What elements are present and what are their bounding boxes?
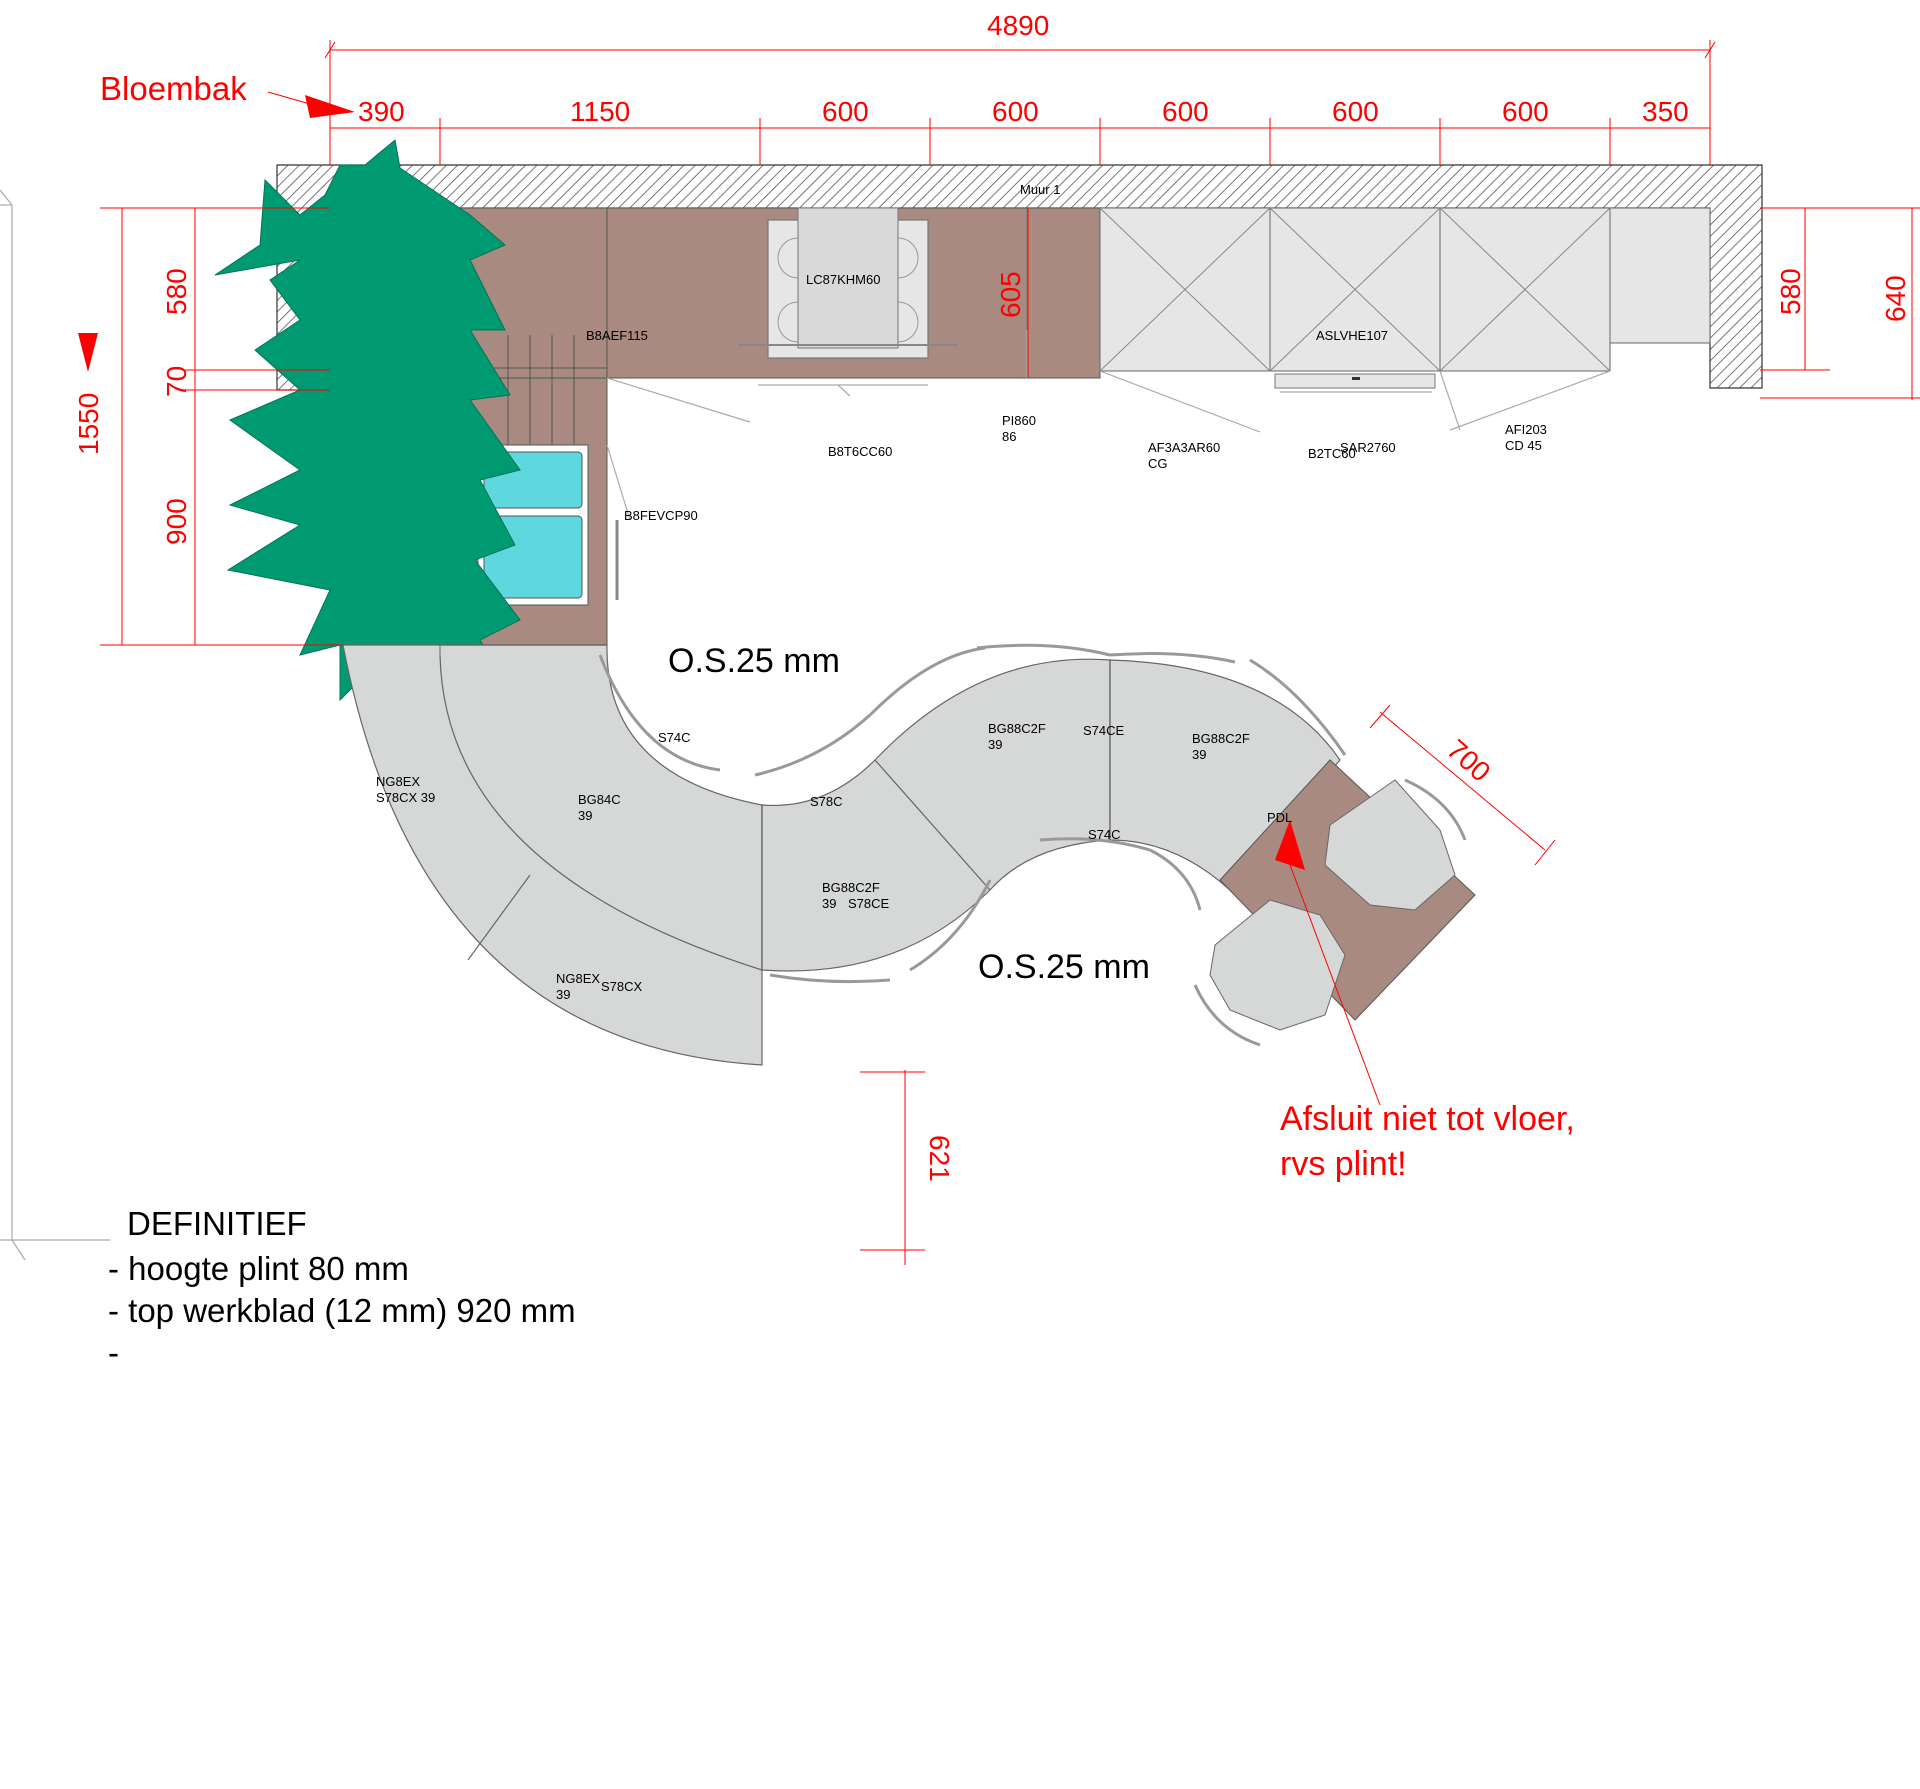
code-pi860-2: 86	[1002, 429, 1017, 444]
dim-diag-700: 700	[1440, 733, 1497, 788]
notes-title: DEFINITIEF	[127, 1205, 307, 1242]
dim-left-900: 900	[161, 498, 192, 545]
code-bg88c2f-a: BG88C2F	[988, 721, 1046, 736]
code-ng8ex-b: NG8EX	[556, 971, 601, 986]
code-s78cx: S78CX	[601, 979, 643, 994]
code-bg88c2f-a-2: 39	[988, 737, 1003, 752]
dim-seg-5: 600	[1162, 96, 1209, 127]
code-bg88c2f-b: BG88C2F	[1192, 731, 1250, 746]
dim-inner-605: 605	[995, 271, 1026, 318]
code-sar2760: SAR2760	[1340, 440, 1396, 455]
tall-cabinets	[1100, 208, 1710, 388]
code-s74ce: S74CE	[1083, 723, 1125, 738]
left-arrow-icon	[78, 333, 98, 372]
code-ng8ex-b-2: 39	[556, 987, 571, 1002]
annotation-line-1: Afsluit niet tot vloer,	[1280, 1100, 1575, 1138]
code-afi203-2: CD 45	[1505, 438, 1542, 453]
plant-bloembak	[215, 140, 520, 720]
dim-seg-6: 600	[1332, 96, 1379, 127]
dim-left-total: 1550	[73, 392, 104, 455]
code-ng8ex-2: S78CX 39	[376, 790, 436, 805]
dim-left-580: 580	[161, 268, 192, 315]
dim-seg-3: 600	[822, 96, 869, 127]
code-s74c-b: S74C	[1088, 827, 1121, 842]
code-s78ce: S78CE	[848, 896, 890, 911]
annotation-line-2: rvs plint!	[1280, 1145, 1407, 1183]
notes	[108, 1205, 576, 1371]
code-s74c: S74C	[658, 730, 691, 745]
code-afi203: AFI203	[1505, 422, 1547, 437]
wall-label: Muur 1	[1020, 182, 1061, 197]
notes-line-3: -	[108, 1334, 119, 1371]
code-b2tc60: B2TC60	[1308, 446, 1356, 461]
os-label-bottom: O.S.25 mm	[978, 948, 1150, 986]
code-b8aef115: B8AEF115	[586, 328, 648, 343]
code-bg84c-2: 39	[578, 808, 593, 823]
code-lc87khm60: LC87KHM60	[806, 272, 881, 287]
curved-island	[343, 645, 1340, 1065]
code-b8fevcp90: B8FEVCP90	[624, 508, 698, 523]
dim-seg-1: 390	[358, 96, 405, 127]
dim-seg-8: 350	[1642, 96, 1689, 127]
code-s78c: S78C	[810, 794, 843, 809]
code-bg84c: BG84C	[578, 792, 621, 807]
hob-lc87khm60	[738, 208, 958, 358]
code-af3a3ar60: AF3A3AR60	[1148, 440, 1221, 455]
dim-right-640: 640	[1880, 275, 1911, 322]
code-bg88c2f-c-2: 39	[822, 896, 837, 911]
dim-seg-4: 600	[992, 96, 1039, 127]
code-bg88c2f-b-2: 39	[1192, 747, 1207, 762]
dim-seg-7: 600	[1502, 96, 1549, 127]
code-pdl: PDL	[1267, 810, 1293, 825]
code-ng8ex: NG8EX	[376, 774, 421, 789]
dim-seg-2: 1150	[570, 96, 631, 127]
dim-right-580: 580	[1775, 268, 1806, 315]
code-af3a3ar60-2: CG	[1148, 456, 1168, 471]
dim-bottom-621: 621	[924, 1135, 955, 1182]
notes-line-1: - hoogte plint 80 mm	[108, 1250, 409, 1287]
code-aslvhe107: ASLVHE107	[1316, 328, 1389, 343]
dim-total: 4890	[987, 10, 1050, 41]
code-bg88c2f-c: BG88C2F	[822, 880, 880, 895]
code-pi860: PI860	[1002, 413, 1036, 428]
label-bloembak: Bloembak	[100, 70, 247, 107]
code-b8t6cc60: B8T6CC60	[828, 444, 893, 459]
dim-left-70: 70	[161, 365, 192, 397]
notes-line-2: - top werkblad (12 mm) 920 mm	[108, 1292, 576, 1329]
os-label-top: O.S.25 mm	[668, 642, 840, 680]
